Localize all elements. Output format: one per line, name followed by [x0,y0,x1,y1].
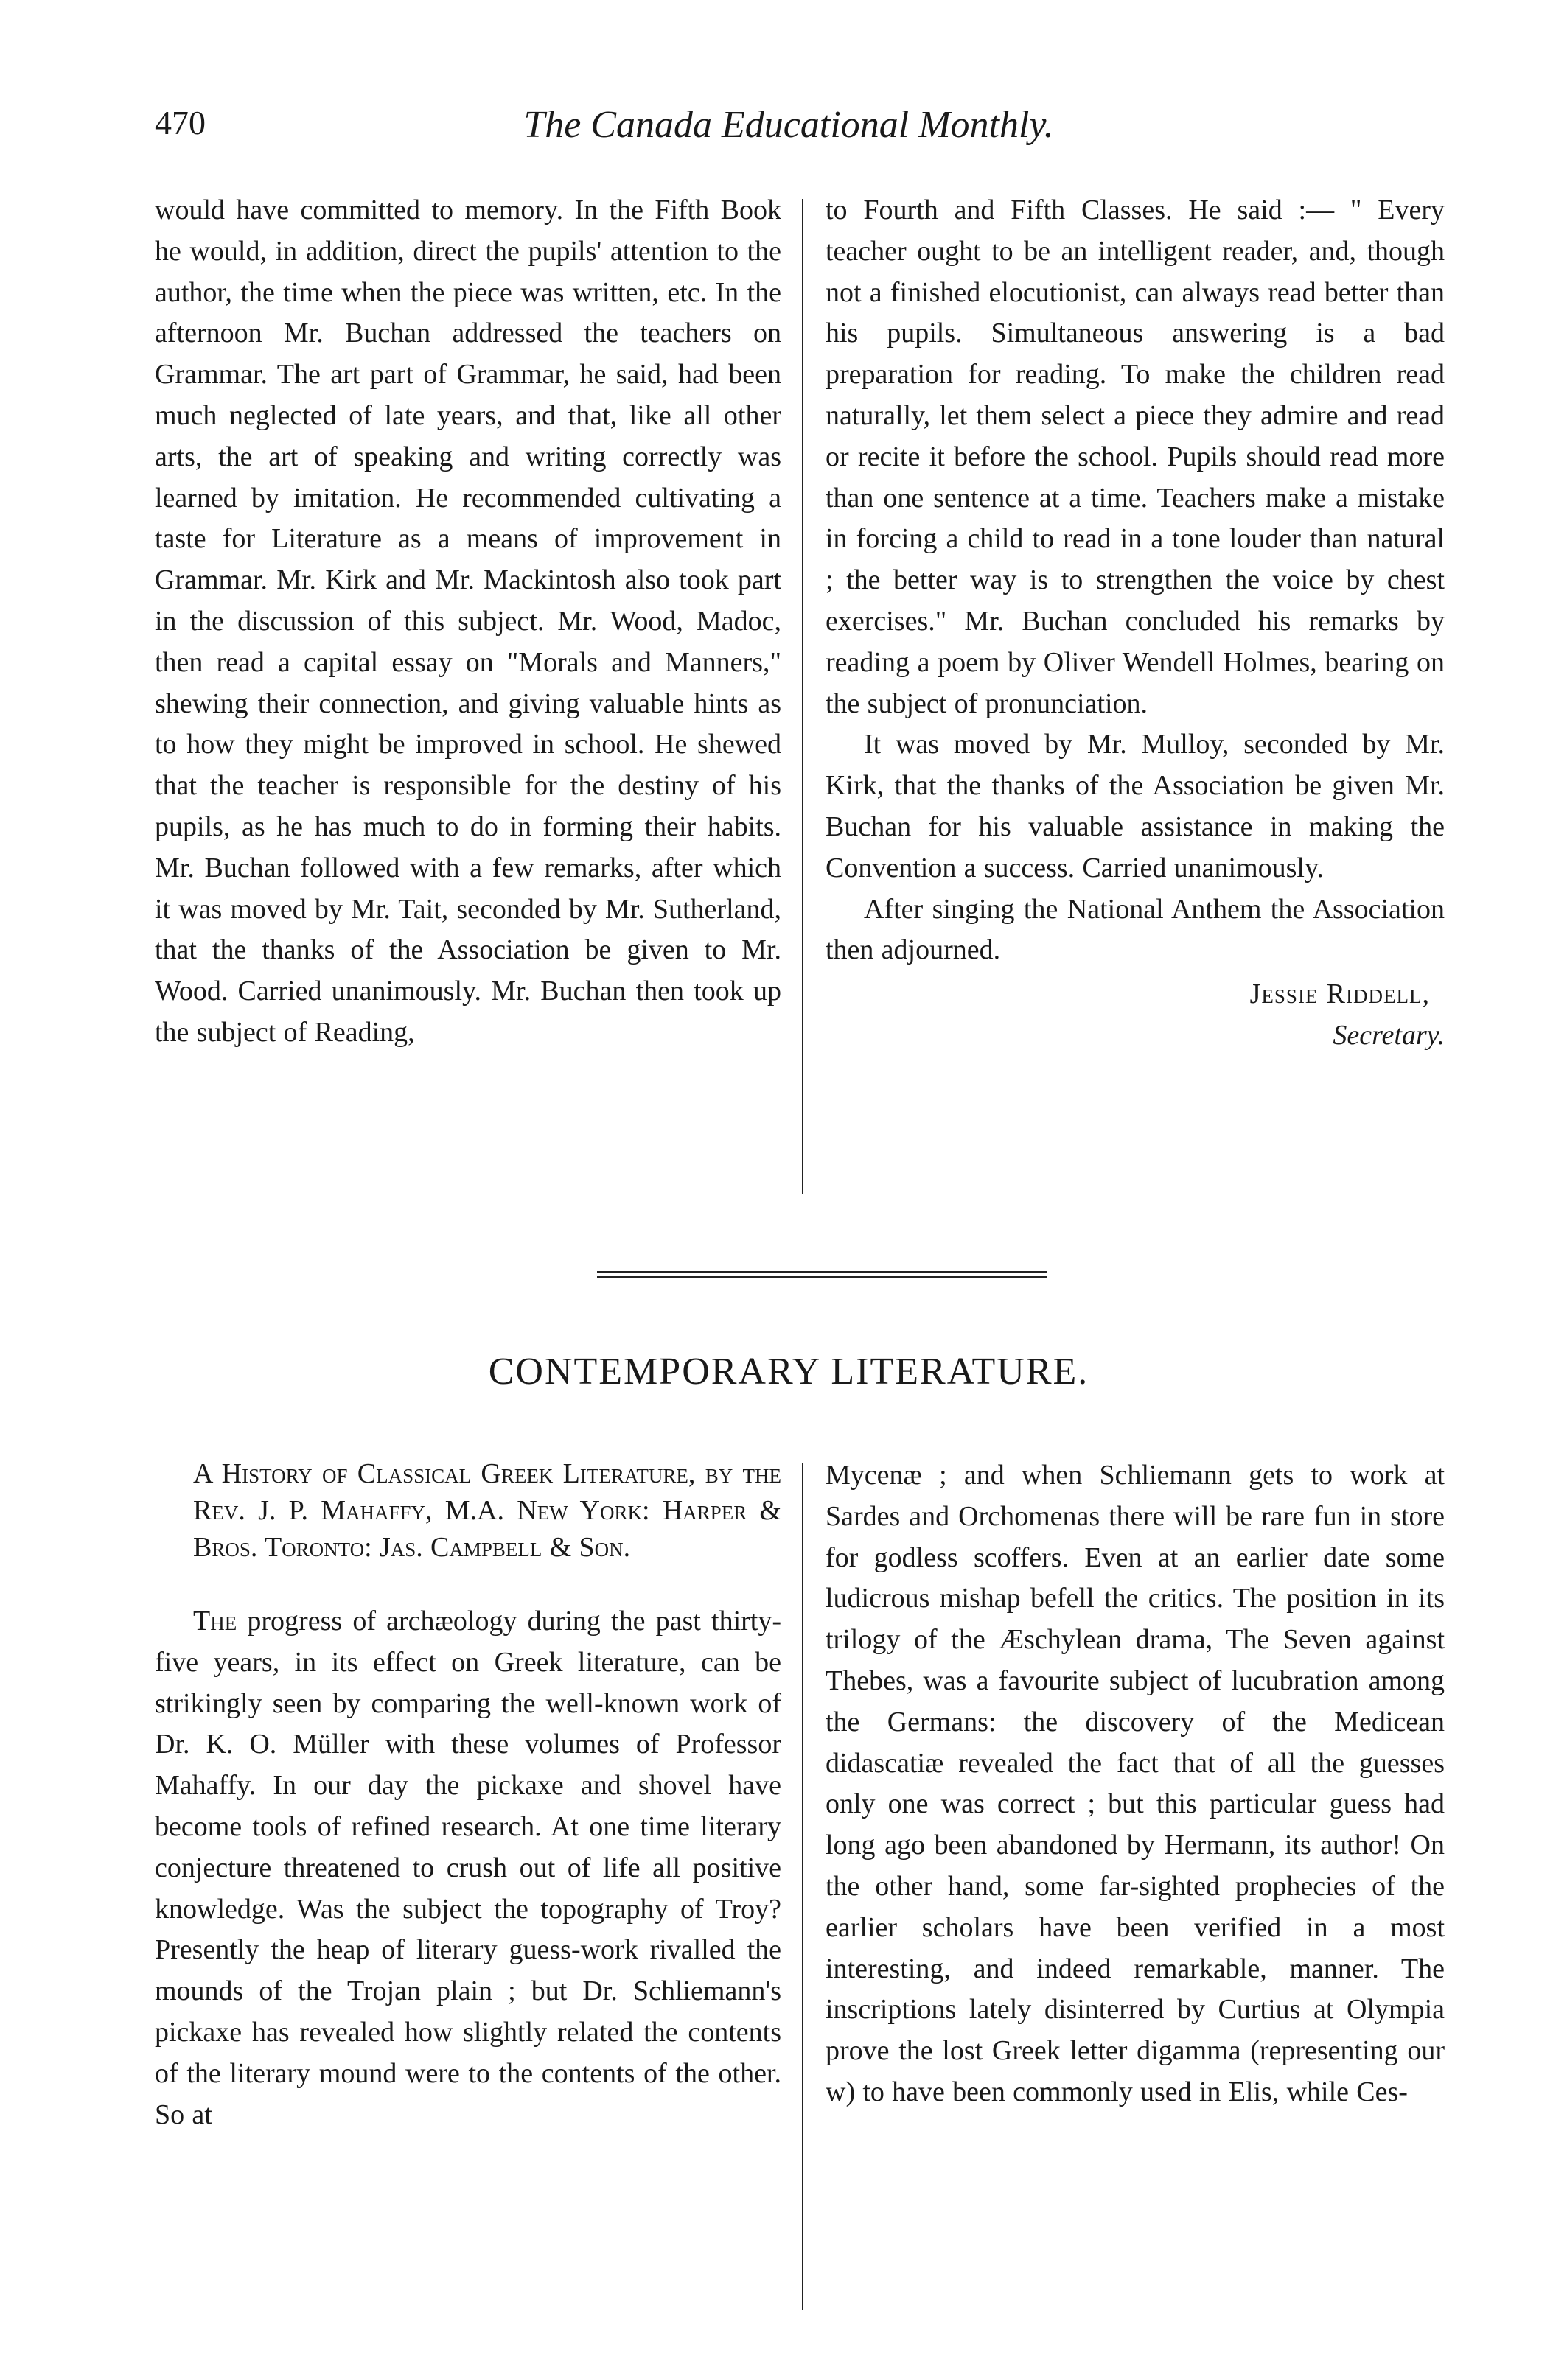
section-heading: CONTEMPORARY LITERATURE. [488,1351,1089,1393]
bottom-left-column [155,1455,781,2135]
column-rule [802,199,803,1194]
page-header [155,103,1423,155]
top-left-column [155,190,781,1054]
page-number: 470 [155,104,206,141]
paragraph-body: progress of archæology during the past thirty-five years, in its effect on Greek literature, can be strikingly seen by comparing the well-known work of Dr. K. O. Müller with these volumes of Professor Mahaffy. In our day the pickaxe and shovel have become tools of refined research. At one time literary conjecture threatened to crush out of life all positive knowledge. Was the subject the topography of Troy? Presently the heap of literary guess-work rivalled the mounds of the Trojan plain ; but Dr. Schliemann's pickaxe has revealed how slightly related the contents of the literary mound were to the contents of the other. So at [155,1606,781,2130]
running-title: The Canada Educational Monthly. [523,104,1054,146]
paragraph-lead: The [193,1606,237,1637]
paragraph: It was moved by Mr. Mulloy, seconded by Mr. Kirk, that the thanks of the Association be given Mr. Buchan for his valuable assistance in making the Convention a success. Carried unanimously. [826,729,1445,883]
paragraph: to Fourth and Fifth Classes. He said :— " Every teacher ought to be an intelligent reader, and, though not a finished elocutionist, can always read better than his pupils. Simultaneous answering is a bad preparation for reading. To make the children read naturally, let them select a piece they admire and read or recite it before the school. Pupils should read more than one sentence at a time. Teachers make a mistake in forcing a child to read in a tone louder than natural ; the better way is to strengthen the voice by chest exercises." Mr. Buchan concluded his remarks by reading a poem by Oliver Wendell Holmes, bearing on the subject of pronunciation. [826,195,1445,719]
signature-name: Jessie Riddell, [1249,979,1430,1010]
signature [826,974,1445,1057]
signature-title: Secretary. [1333,1019,1445,1051]
top-right-column [826,190,1445,1057]
paragraph [155,1601,781,2135]
bottom-right-column [826,1455,1445,2113]
paragraph: Mycenæ ; and when Schliemann gets to work at Sardes and Orchomenas there will be rare fun in store for godless scoffers. Even at an earlier date some ludicrous mishap befell the critics. The position in its trilogy of the Æschylean drama, The Seven against Thebes, was a favourite subject of lucubration among the Germans: the discovery of the Medicean didascatiæ revealed the fact that of all the guesses only one was correct ; but this particular guess had long ago been abandoned by Hermann, its author! On the other hand, some far-sighted prophecies of the earlier scholars have been verified in a most interesting, and indeed remarkable, manner. The inscriptions lately disinterred by Curtius at Olympia prove the lost Greek letter digamma (representing our w) to have been commonly used in Elis, while Ces- [826,1460,1445,2107]
column-rule [802,1463,803,2310]
book-citation: A History of Classical Greek Literature, by the Rev. J. P. Mahaffy, M.A. New York: Harper & Bros. Toronto: Jas. Campbell & Son. [193,1458,781,1563]
section-divider [597,1271,1047,1278]
paragraph: After singing the National Anthem the Association then adjourned. [826,893,1445,966]
paragraph: would have committed to memory. In the Fifth Book he would, in addition, direct the pupils' attention to the author, the time when the piece was written, etc. In the afternoon Mr. Buchan addressed the teachers on Grammar. The art part of Grammar, he said, had been much neglected of late years, and that, like all other arts, the art of speaking and writing correctly was learned by imitation. He recommended cultivating a taste for Literature as a means of improvement in Grammar. Mr. Kirk and Mr. Mackintosh also took part in the discussion of this subject. Mr. Wood, Madoc, then read a capital essay on "Morals and Manners," shewing their connection, and giving valuable hints as to how they might be improved in school. He shewed that the teacher is responsible for the destiny of his pupils, as he has much to do in forming their habits. Mr. Buchan followed with a few remarks, after which it was moved by Mr. Tait, seconded by Mr. Sutherland, that the thanks of the Association be given to Mr. Wood. Carried unanimously. Mr. Buchan then took up the subject of Reading, [155,195,781,1048]
